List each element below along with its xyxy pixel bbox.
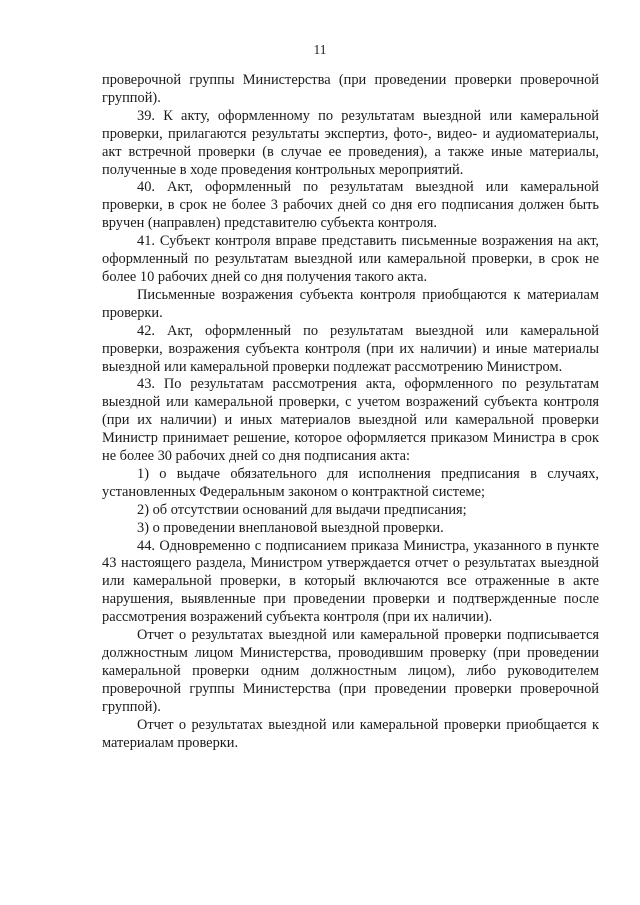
paragraph-40: 40. Акт, оформленный по результатам выездной или камеральной проверки, в срок не более 3 рабочих дней со дня его подписания должен быть вручен (направлен) представителю субъекта контроля. — [102, 179, 599, 232]
list-item-1: 1) о выдаче обязательного для исполнения предписания в случаях, установленных Федеральным законом о контрактной системе; — [102, 465, 599, 500]
page-number: 11 — [313, 42, 327, 57]
document-body — [102, 72, 599, 752]
paragraph-41: 41. Субъект контроля вправе представить письменные возражения на акт, оформленный по результатам выездной или камеральной проверки, в срок не более 10 рабочих дней со дня получения такого акта. — [102, 233, 599, 285]
paragraph-42: 42. Акт, оформленный по результатам выездной или камеральной проверки, возражения субъекта контроля (при их наличии) и иные материалы выездной или камеральной проверки подлежат рассмотрению Министром. — [102, 322, 599, 375]
paragraph-39: 39. К акту, оформленному по результатам выездной или камеральной проверки, прилагаются результаты экспертиз, фото-, видео- и аудиоматериалы, акт встречной проверки (в случае ее проведения), а также иные материалы, полученные в ходе проведения контрольных мероприятий. — [102, 107, 599, 178]
paragraph-43: 43. По результатам рассмотрения акта, оформленного по результатам выездной или камеральной проверки, с учетом возражений субъекта контроля (при их наличии) и иных материалов выездной или камеральной проверки Министр принимает решение, которое оформляется приказом Министра в срок не более 30 рабочих дней со дня подписания акта: — [102, 376, 599, 465]
paragraph-continuation: проверочной группы Министерства (при проведении проверки проверочной группой). — [102, 72, 599, 106]
paragraph-44-report-attached: Отчет о результатах выездной или камеральной проверки приобщается к материалам проверки. — [102, 716, 599, 751]
list-item-3: 3) о проведении внеплановой выездной проверки. — [137, 519, 444, 536]
paragraph-41-objections: Письменные возражения субъекта контроля приобщаются к материалам проверки. — [102, 286, 599, 321]
paragraph-44: 44. Одновременно с подписанием приказа Министра, указанного в пункте 43 настоящего раздела, Министром утверждается отчет о результатах выездной или камеральной проверки, в который включаются все отраженные в акте нарушения, выявленные при проведении проверки и подтвержденные после рассмотрения возражений субъекта контроля (при их наличии). — [102, 537, 599, 626]
paragraph-44-report-signing: Отчет о результатах выездной или камеральной проверки подписывается должностным лицом Министерства, проводившим проверку (при проведении камеральной проверки одним должностным лицом), либо руководителем проверочной группы Министерства (при проведении проверки проверочной группой). — [102, 627, 599, 715]
list-item-2: 2) об отсутствии оснований для выдачи предписания; — [137, 501, 467, 518]
